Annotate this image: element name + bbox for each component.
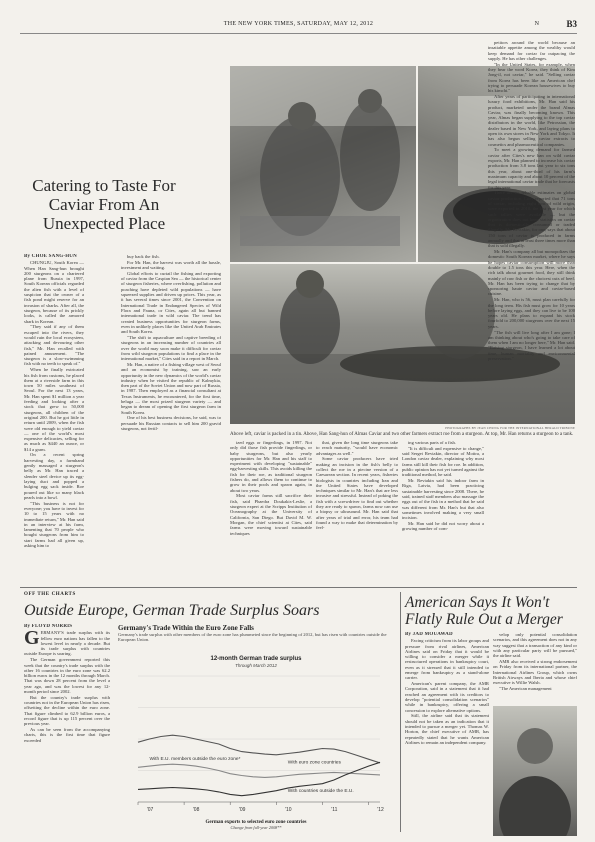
caviar-column-6: [488, 40, 575, 584]
paragraph: After years of participating in international luxury food exhibitions, Mr. Han said his product, marketed under the brand Almas Caviar, was finally becoming known. This year, Almas began supplying to the top caviar distributors in the world, like Petrossian, the dealer based in New York, and laying plans to open its own stores in New York and Tokyo. It has also begun selling caviar extracts to cosmetics and pharmaceutical companies.: [488, 93, 575, 147]
x-tick-label: '12: [377, 807, 384, 813]
chart-footer-subtitle: Change from full-year 2008**: [230, 825, 282, 830]
photo-illustration: [493, 706, 577, 836]
paragraph: Global efforts to curtail the fishing and exporting of caviar from the Caspian Sea — the historical center of sturgeon fisheries, where overfishing, pollution and poaching have depleted wild populations — have squeezed supplies and driven up prices. This year, as it has several times since 2001, the Convention on International Trade in Endangered Species of Wild Flora and Fauna, or Cites, again all but banned international trade in wild caviar. The trend has created business opportunities for sturgeon farms, even in unlikely places like the United Arab Emirates and South Korea.: [121, 270, 221, 335]
photo-illustration: [230, 66, 416, 262]
trade-headline: Outside Europe, German Trade Surplus Soars: [24, 602, 320, 619]
trade-surplus-line-chart: [118, 652, 394, 822]
merger-byline: By JAD MOUAWAD: [405, 632, 453, 637]
paragraph: Mr. Han, who is 56, must plan carefully for the long term. His fish must grow for 10 years before laying eggs, and they can live to be 100 years old. He plans to expand his stock fourfold to 200,000 sturgeons over the next 15 years.: [488, 297, 575, 329]
paragraph: velop only potential consolidation scenarios, and this agreement does not in any way suggest that a transaction of any kind or with any particular party will be pursued," the airline said.: [493, 632, 577, 659]
paragraph: "In the United States, for example, when they hear the word Korea, they think of Kim Jong-il, not caviar," he said. "Selling caviar from Korea has been like an American chef trying to persuade Korean housewives to buy his kimchi.": [488, 61, 575, 94]
caviar-byline: By CHOE SANG-HUN: [24, 254, 77, 259]
caviar-column-2: [121, 254, 221, 584]
x-tick-label: '07: [146, 807, 154, 813]
paragraph: "The American management: [499, 685, 552, 691]
section-divider: [20, 587, 577, 588]
paragraph: Mr. Han, a native of a fishing village west of Seoul and an economist by training, saw an early opportunity in the new dynamics of the world's caviar industry when he visited the republic of Kalmykia, then part of the Soviet Union and now part of Russia, in 1987. Then employed as a financial consultant at Texas Instruments, he encountered, for the first time, beluga — the most prized sturgeon variety — and began to dream of opening the first sturgeon farm in South Korea.: [121, 361, 221, 415]
paragraph: AMR also received a strong endorsement on Friday from its international partner, the International Airlines Group, which owns British Airways and Iberia and whose chief executive is Willie Walsh.: [493, 658, 577, 686]
chart-footer: [118, 820, 394, 830]
series-label: With euro zone countries: [287, 760, 341, 766]
paragraph: One of his best business decisions, he said, was to persuade his Russian contacts to sell him 200 gravid sturgeons, not fertil-: [121, 415, 221, 431]
paragraph: American's parent company, the AMR Corporation, said in a statement that it had reached an agreement with its creditors to develop "potential consolidation scenarios" while in bankruptcy, offering a small concession to explore alternative options.: [405, 681, 489, 713]
paragraph: ized eggs or fingerlings, in 1997. Not only did those fish provide fingerlings, or baby sturgeons, but also yearly opportunities for Mr. Han and his staff to experiment with developing "sustainable" egg-harvesting skills. This avoids killing the fish for their roe, as traditional sturgeon fishers do, and allows them to continue to grow in their pools and spawn again, in about two years.: [230, 440, 312, 493]
drop-cap: G: [24, 627, 40, 650]
paragraph: ing various parts of a fish.: [408, 440, 456, 445]
paragraph: On a recent spring harvesting day, a farmhand gently massaged a sturgeon's belly as Mr. Han traced a slender steel device up its egg-laying duct and popped a bulging egg sack inside. Roe poured out like so many black pearls into a bowl.: [24, 452, 84, 500]
masthead-line: THE NEW YORK TIMES, SATURDAY, MAY 12, 2012: [223, 21, 374, 27]
series-label: With countries outside the E.U.: [287, 789, 354, 795]
paragraph: The German government reported this week that the country's trade surplus with the other 16 countries in the euro zone was 62.2 billion euros in the 12 months through March. That was down 28 percent from the level a year ago, and was the lowest for any 12-month period since 2002.: [24, 657, 110, 695]
paragraph: But the country's trade surplus with countries not in the European Union has risen, offsetting the decline within the euro zone. That figure climbed to 62.9 billion euros, a record figure that is up 115 percent over the previous year.: [24, 694, 110, 727]
x-tick-label: '09: [238, 807, 246, 813]
merger-headline: American Says It Won't Flatly Rule Out a Merger: [405, 594, 563, 628]
chart-grid: [138, 676, 380, 802]
paragraph: petitors around the world because an insatiable appetite among the wealthy would keep demand for caviar far outpacing the supply. He has other challenges.: [488, 40, 575, 61]
caviar-column-4: [316, 440, 398, 584]
paragraph: "The shift to aquaculture and captive breeding of sturgeons in an increasing number of countries all over the world may soon make it difficult for caviar from wild sturgeon populations to find a place in the international market," Cites said in a report in March.: [121, 334, 221, 362]
paragraph: As can be seen from the accompanying charts, this is the first time that figure exceeded: [24, 727, 110, 743]
series-label: With E.U. members outside the euro zone*: [149, 757, 241, 763]
caviar-column-5: [402, 440, 484, 584]
page-number: B3: [566, 19, 577, 29]
paragraph: Most caviar farms still sacrifice their fish, said Phaedra Doukakis-Leslie, a sturgeon expert at the Scripps Institution of Oceanography at the University of California, San Diego. But David M. W. Morgan, the chief scientist at Cites, said farms were moving toward sustainable techniques: [230, 493, 312, 536]
chart-subtitle: Through March 2012: [235, 663, 277, 668]
paragraph: CHUNGJU, South Korea — When Han Sang-hun brought 200 sturgeons on a chartered plane from Russia in 1997, South Korean officials regarded the alien fish with a level of suspicion that the owner of a fish pond might reserve for an invasion of sharks. After all, the sturgeon, because of its prickly looks, is called the armored shark in Korean.: [24, 260, 84, 324]
x-tick-label: '08: [192, 807, 200, 813]
chart-block-title: Germany's Trade Within the Euro Zone Falls: [118, 624, 254, 632]
photo-credit: PHOTOGRAPHS BY JEAN CHUNG FOR THE INTERNATIONAL HERALD TRIBUNE: [445, 426, 575, 430]
chart-footer-title: German exports to selected euro zone countries: [205, 820, 307, 825]
x-tick-label: '10: [285, 807, 292, 813]
paragraph: Still, the airline said that its statement should not be taken as an indication that it intended to pursue a merger yet. Thomas W. Horton, the chief executive of AMR, has repeatedly stated that he wants American Airlines to remain an independent company.: [405, 713, 489, 745]
paragraph: For Mr. Han, the harvest was worth all the hassle, investment and waiting.: [121, 259, 221, 271]
paragraph: Mr. Reviakin said his indoor farm in Riga, Latvia, had been practicing sustainable harvesting since 2008. There, he said, trained staff members also massage the eggs out of the fish in a method that he said was different from Mr. Han's but that also sometimes involved making a very small incision.: [402, 478, 484, 521]
chart-x-axis: [138, 802, 384, 813]
chart-series: [138, 735, 380, 796]
photo-farmers-extracting-roe: [230, 66, 416, 262]
photo-airline-executive: [493, 706, 577, 836]
paragraph: To meet a growing demand for farmed caviar after Cites's new ban on wild caviar exports, Mr. Han planned to increase his caviar production from 3.8 tons last year to six tons this year, about one-third of his farm's maximum capacity and about 10 percent of the legal international caviar trade that he forecasts for this year.: [488, 147, 575, 190]
column-divider: [400, 592, 401, 832]
photo-caption: Above left, caviar is packed in a tin. Above, Han Sang-hun of Almas Caviar and two other farmers extract roe from a sturgeon. At top, Mr. Han returns a sturgeon to a tank.: [230, 432, 574, 437]
x-tick-label: '11: [331, 807, 338, 813]
paragraph: buy back the fish.: [127, 254, 160, 259]
merger-column-2: [493, 632, 577, 704]
paragraph: "It is difficult and expensive to change," said Sergei Reviakin, director of Mottra, a London caviar dealer, explaining why most farms still kill their fish for roe. In addition, public opinion has not yet turned against the traditional method, he said.: [402, 445, 484, 478]
paragraph: Facing criticism from its labor groups and pressure from rival airlines, American Airlines said on Friday that it would be willing to consider a merger while it restructured operations in bankruptcy court, even as it stressed that it still intended to emerge from bankruptcy as a stand-alone carrier.: [405, 638, 489, 681]
off-the-charts-kicker: OFF THE CHARTS: [24, 592, 76, 597]
caviar-column-3: [230, 440, 312, 584]
caviar-column-1: [24, 254, 84, 584]
paragraph: Mr. Han's company all but monopolizes the domestic South Korean market, where he says he hopes caviar consumption will more than double to 1.5 tons this year. Here, when the rich talk about gourmet food, they still think mainly of raw fish or the choicest cuts of beef. Mr. Han has been trying to change that by sponsoring haute caviar and caviar-based cuisine.: [488, 249, 575, 297]
paragraph: ERMANY'S trade surplus with its fellow euro nations has fallen to the lowest level in nearly a decade. But its trade surplus with countries outside Europe is soaring.: [24, 630, 110, 657]
merger-column-1: [405, 632, 489, 836]
paragraph: "The fish will live long after I am gone; I am thinking about who's going to take care of them when I am no longer here," Mr. Han said. "Raising sturgeon, I have learned a lot about time, human mortality and environmental preservation.": [488, 329, 575, 362]
paragraph: Mr. Han said he did not worry about a growing number of com-: [402, 520, 484, 532]
trade-column-1: [24, 624, 110, 836]
paragraph: Some caviar producers have tried making an incision in the fish's belly to collect the roe in a piecine version of a Caesarean section. In recent years, fisheries biologists in countries including Iran and the United States have developed techniques similar to Mr. Han's that are less invasive and stressful. Instead of poking the fish with a screwdriver to find out whether they are ready to spawn, farms now can use a biopsy or ultrasound. Mr. Han said that after years of trial and error, his team had found a way to make that determination by feel-: [316, 456, 398, 531]
chart-title: 12-month German trade surplus: [210, 656, 302, 662]
edition-letter: N: [534, 21, 539, 27]
paragraph: "They said if any of them escaped into the rivers, they would ruin the local ecosystem, attacking and devouring other fish," Mr. Han recalled with pained amusement. "The sturgeon is a slow-swimming fish with no teeth to speak of.": [24, 324, 84, 367]
paragraph: There are no reliable estimates on global caviar production. Cites reported that 71 tons of caviar, including eight tons of wild origin, were exported in 2010, the last year for which such tallies were available — but the organization does not keep statistics on caviar that is domestically consumed or traded illegally. Mr. Reviakin, for one, says that about 150 tons of caviar is produced in farms annually and that at least three times more than that is sold illegally.: [488, 190, 575, 249]
trade-chart: [118, 652, 394, 822]
paragraph: that, given the long time sturgeons take to reach maturity, "would have economic advantages as well.": [316, 440, 398, 456]
trade-byline: By FLOYD NORRIS: [24, 624, 73, 629]
chart-block-subtitle: Germany's trade surplus with other members of the euro zone has plummeted since the beginning of 2012, but has risen with countries outside the European Union.: [118, 632, 387, 643]
caviar-headline: Catering to Taste For Caviar From An Unexpected Place: [32, 176, 176, 233]
paragraph: When he finally extricated his fish from customs, he placed them at a riverside farm in this town 50 miles southeast of Seoul. For the next 13 years, Mr. Han spent $1 million a year feeding and looking after a stock that grew to 50,000 sturgeons, all children of the original 200. But he got little in return until 2009, when the fish were old enough to yield caviar — one of the world's most expensive delicacies, selling for as much as $440 an ounce, or $14 a gram.: [24, 367, 84, 452]
page-header: [20, 18, 577, 34]
paragraph: "This business is not for everyone; you have to invest for 10 to 15 years with no immediate return," Mr. Han said in an interview at his farm, lamenting that 70 people who bought sturgeons from him to start farms had all given up, asking him to: [24, 500, 84, 549]
trade-chart-block: [118, 624, 394, 643]
